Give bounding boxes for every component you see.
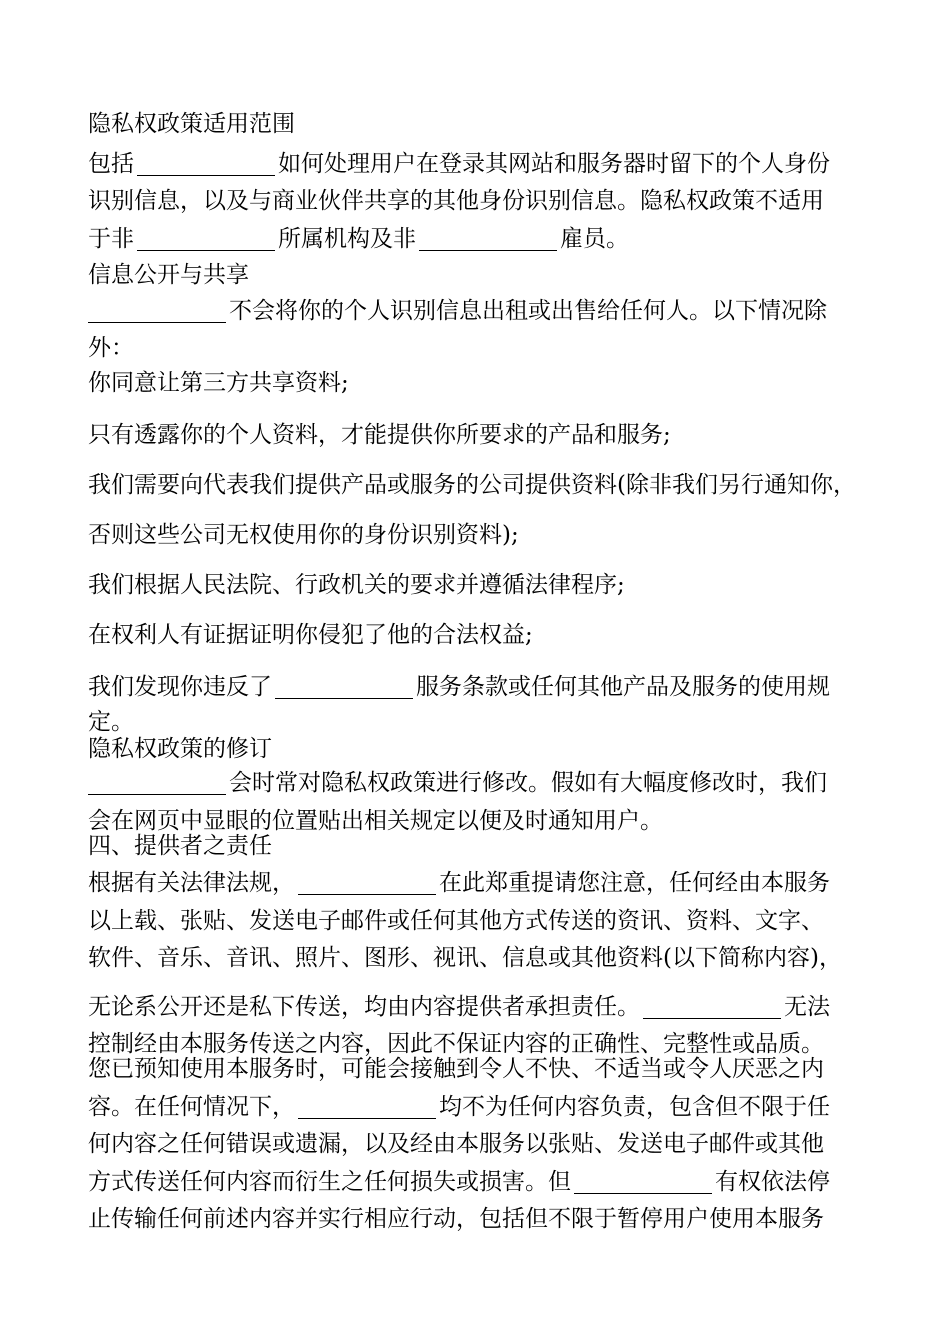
text-segment: 于非 bbox=[88, 226, 134, 252]
text-line bbox=[88, 1095, 830, 1119]
text-segment: 如何处理用户在登录其网站和服务器时留下的个人身份 bbox=[278, 151, 830, 177]
fill-in-blank bbox=[137, 227, 275, 251]
text-segment: 方式传送任何内容而衍生之任何损失或损害。但 bbox=[88, 1169, 571, 1195]
fill-in-blank bbox=[298, 1095, 436, 1119]
text-line: 定。 bbox=[88, 709, 134, 735]
text-line: 会在网页中显眼的位置贴出相关规定以便及时通知用户。 bbox=[88, 808, 663, 834]
text-line bbox=[88, 1170, 830, 1194]
fill-in-blank bbox=[419, 227, 557, 251]
text-segment: 包括 bbox=[88, 151, 134, 177]
text-line: 您已预知使用本服务时，可能会接触到令人不快、不适当或令人厌恶之内 bbox=[88, 1056, 824, 1082]
text-line bbox=[88, 871, 830, 895]
fill-in-blank bbox=[88, 771, 226, 795]
text-segment: 有权依法停 bbox=[715, 1169, 830, 1195]
text-segment: 服务条款或任何其他产品及服务的使用规 bbox=[416, 674, 830, 700]
fill-in-blank bbox=[298, 871, 436, 895]
text-line bbox=[88, 152, 830, 176]
text-line: 在权利人有证据证明你侵犯了他的合法权益; bbox=[88, 622, 533, 648]
text-line: 只有透露你的个人资料，才能提供你所要求的产品和服务; bbox=[88, 422, 671, 448]
text-line bbox=[88, 995, 830, 1019]
fill-in-blank bbox=[88, 299, 226, 323]
text-segment: 无论系公开还是私下传送，均由内容提供者承担责任。 bbox=[88, 994, 640, 1020]
text-segment: 会时常对隐私权政策进行修改。假如有大幅度修改时，我们 bbox=[229, 770, 827, 796]
text-line: 否则这些公司无权使用你的身份识别资料); bbox=[88, 522, 519, 548]
text-line bbox=[88, 675, 830, 699]
text-line: 四、提供者之责任 bbox=[88, 833, 272, 859]
text-line: 止传输任何前述内容并实行相应行动，包括但不限于暂停用户使用本服务 bbox=[88, 1206, 824, 1232]
text-segment: 雇员。 bbox=[560, 226, 629, 252]
fill-in-blank bbox=[137, 152, 275, 176]
text-line: 我们需要向代表我们提供产品或服务的公司提供资料(除非我们另行通知你， bbox=[88, 472, 856, 498]
text-line: 控制经由本服务传送之内容，因此不保证内容的正确性、完整性或品质。 bbox=[88, 1031, 824, 1057]
text-line: 外： bbox=[88, 335, 134, 361]
text-line bbox=[88, 771, 827, 795]
text-line: 我们根据人民法院、行政机关的要求并遵循法律程序; bbox=[88, 572, 625, 598]
text-line bbox=[88, 299, 827, 323]
text-line: 信息公开与共享 bbox=[88, 262, 249, 288]
text-segment: 我们发现你违反了 bbox=[88, 674, 272, 700]
fill-in-blank bbox=[275, 675, 413, 699]
text-line: 识别信息，以及与商业伙伴共享的其他身份识别信息。隐私权政策不适用 bbox=[88, 188, 824, 214]
text-line: 以上载、张贴、发送电子邮件或任何其他方式传送的资讯、资料、文字、 bbox=[88, 908, 824, 934]
text-line: 何内容之任何错误或遗漏，以及经由本服务以张贴、发送电子邮件或其他 bbox=[88, 1131, 824, 1157]
text-segment: 所属机构及非 bbox=[278, 226, 416, 252]
text-line: 你同意让第三方共享资料; bbox=[88, 370, 349, 396]
fill-in-blank bbox=[643, 995, 781, 1019]
text-line: 软件、音乐、音讯、照片、图形、视讯、信息或其他资料(以下简称内容)， bbox=[88, 945, 842, 971]
text-segment: 无法 bbox=[784, 994, 830, 1020]
text-segment: 根据有关法律法规， bbox=[88, 870, 295, 896]
text-line bbox=[88, 227, 629, 251]
text-line: 隐私权政策适用范围 bbox=[88, 111, 295, 137]
text-segment: 不会将你的个人识别信息出租或出售给任何人。以下情况除 bbox=[229, 298, 827, 324]
fill-in-blank bbox=[574, 1170, 712, 1194]
text-segment: 容。在任何情况下， bbox=[88, 1094, 295, 1120]
text-segment: 均不为任何内容负责，包含但不限于任 bbox=[439, 1094, 830, 1120]
text-line: 隐私权政策的修订 bbox=[88, 736, 272, 762]
text-segment: 在此郑重提请您注意，任何经由本服务 bbox=[439, 870, 830, 896]
